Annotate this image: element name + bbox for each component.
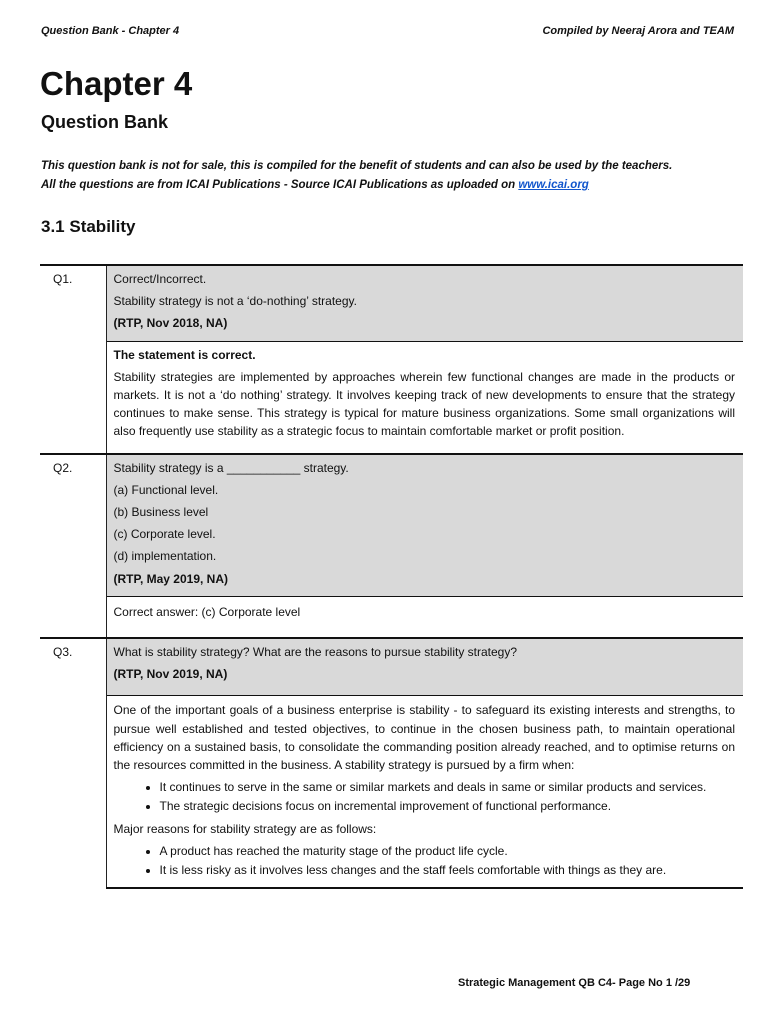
question-row-q1: [40, 265, 743, 341]
question-line: What is stability strategy? What are the reasons to pursue stability strategy?: [113, 645, 518, 660]
option-line: (c) Corporate level.: [113, 527, 216, 542]
question-cell: [106, 265, 743, 341]
header-right: Compiled by Neeraj Arora and TEAM: [542, 25, 734, 37]
disclaimer: [41, 157, 744, 195]
question-line: Stability strategy is not a ‘do-nothing’ strategy.: [113, 294, 357, 309]
disclaimer-line-1: This question bank is not for sale, this is compiled for the benefit of students and can also be used by the teachers.: [41, 160, 673, 172]
answer-row-q1: [40, 341, 743, 454]
option-line: (d) implementation.: [113, 549, 217, 564]
answer-cell: [106, 341, 743, 454]
question-number: Q2.: [40, 454, 106, 638]
question-number: Q1.: [40, 265, 106, 454]
question-source: (RTP, Nov 2019, NA): [113, 667, 228, 682]
answer-row-q2: [40, 596, 743, 638]
question-line: Correct/Incorrect.: [113, 272, 207, 286]
list-item: • It is less risky as it involves less changes and the staff feels comfortable with things as they are.: [160, 861, 736, 879]
question-cell: [106, 454, 743, 597]
answer-row-q3: [40, 696, 743, 888]
disclaimer-line-2-text: All the questions are from ICAI Publications - Source ICAI Publications as uploaded on: [41, 179, 519, 191]
icai-link[interactable]: www.icai.org: [518, 179, 589, 191]
question-source: (RTP, May 2019, NA): [113, 571, 228, 586]
question-row-q2: [40, 454, 743, 597]
question-row-q3: [40, 638, 743, 696]
list-item: • It continues to serve in the same or similar markets and deals in same or similar products and services.: [160, 778, 736, 796]
question-cell: [106, 638, 743, 696]
list-item: • A product has reached the maturity stage of the product life cycle.: [160, 842, 736, 860]
answer-text-2: Major reasons for stability strategy are as follows:: [113, 821, 377, 836]
question-bank-title: Question Bank: [41, 112, 169, 132]
header-left: Question Bank - Chapter 4: [41, 25, 180, 37]
question-number: Q3.: [40, 638, 106, 888]
option-line: (b) Business level: [113, 505, 209, 520]
question-line: Stability strategy is a ___________ strategy.: [113, 460, 349, 475]
bullet-list: [114, 778, 736, 815]
page-header: [41, 25, 734, 41]
option-line: (a) Functional level.: [113, 482, 219, 497]
answer-text: Correct answer: (c) Corporate level: [113, 604, 301, 619]
answer-text: Stability strategies are implemented by approaches wherein few functional changes are made in the products or markets. It is not a ‘do nothing’ strategy. It involves keeping track of new developments to ensure that the strategy continues to make sense. This strategy is typical for mature business organizations. Some small organizations will also frequently use stability as a strategic focus to maintain comfortable market or profit position.: [113, 369, 735, 439]
answer-cell: [106, 696, 743, 888]
page-footer: Strategic Management QB C4- Page No 1 /29: [458, 977, 691, 989]
list-item: • The strategic decisions focus on incremental improvement of functional performance.: [160, 797, 736, 815]
question-source: (RTP, Nov 2018, NA): [113, 316, 228, 331]
answer-text: One of the important goals of a business enterprise is stability - to safeguard its existing interests and strengths, to pursue well established and tested objectives, to continue in the chosen business path, to maintain operational efficiency on a sustained basis, to consolidate the commanding position already reached, and to optimise returns on the resources committed in the business. A stability strategy is pursued by a firm when:: [113, 703, 735, 773]
chapter-title: Chapter 4: [40, 65, 193, 102]
section-title: 3.1 Stability: [41, 217, 136, 236]
answer-cell: [106, 596, 743, 638]
bullet-list: [114, 842, 736, 879]
disclaimer-line-2: [41, 176, 744, 195]
question-table: [40, 264, 743, 889]
answer-statement: The statement is correct.: [113, 347, 256, 362]
